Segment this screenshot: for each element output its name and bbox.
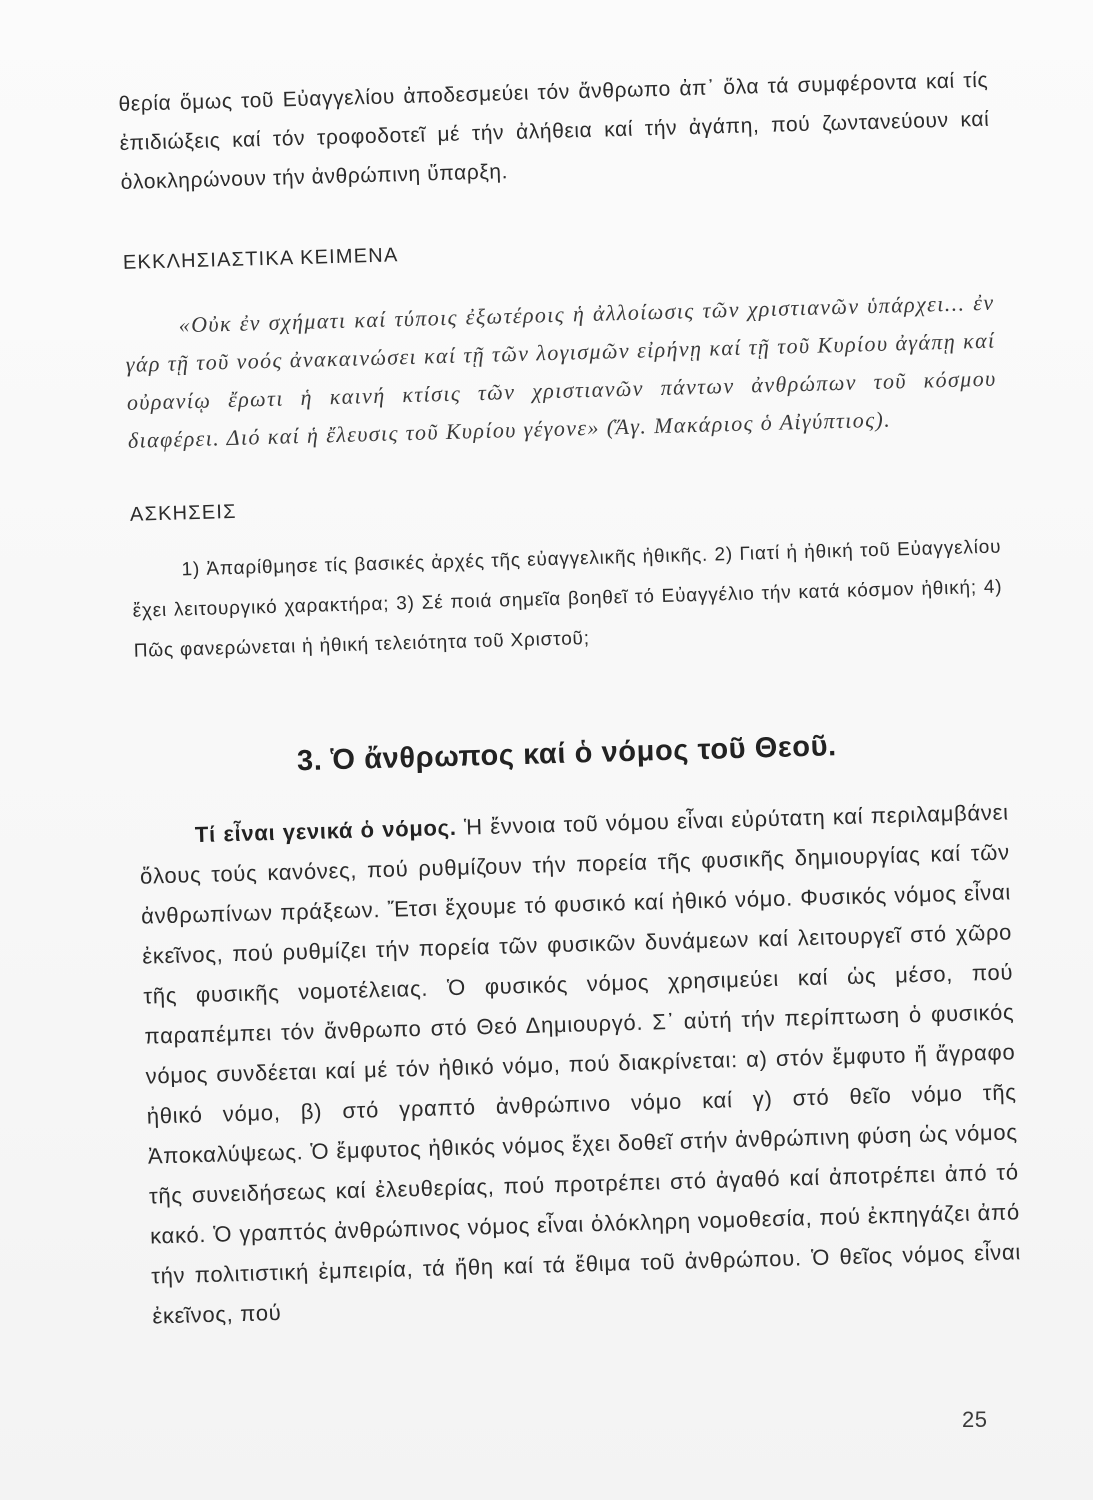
chapter-body-text: Ἡ ἔννοια τοῦ νόμου εἶναι εὐρύτατη καί περιλαμβάνει ὅλους τούς κανόνες, πού ρυθμίζουν τήν πορεία τῆς φυσικῆς δημιουργίας καί τῶν ἀνθρωπίνων πράξεων. Ἔτσι ἔχουμε τό φυσικό καί ἠθικό νόμο. Φυσικός νόμος εἶναι ἐκεῖνος, πού ρυθμίζει τήν πορεία τῶν φυσικῶν δυνάμεων καί λειτουργεῖ στό χῶρο τῆς φυσικῆς νομοτέλειας. Ὁ φυσικός νόμος χρησιμεύει καί ὡς μέσο, πού παραπέμπει τόν ἄνθρωπο στό Θεό Δημιουργό. Σ᾿ αὐτή τήν περίπτωση ὁ φυσικός νόμος συνδέεται καί μέ τόν ἠθικό νόμο, πού διακρίνεται: α) στόν ἔμφυτο ἤ ἄγραφο ἠθικό νόμο, β) στό γραπτό ἀνθρώπινο νόμο καί γ) στό θεῖο νόμο τῆς Ἀποκαλύψεως. Ὁ ἔμφυτος ἠθικός νόμος ἔχει δοθεῖ στήν ἀνθρώπινη φύση ὡς νόμος τῆς συνειδήσεως καί ἐλευθερίας, πού προτρέπει στό ἀγαθό καί ἀποτρέπει ἀπό τό κακό. Ὁ γραπτός ἀνθρώπινος νόμος εἶναι ὁλόκληρη νομοθεσία, πού ἐκπηγάζει ἀπό τήν πολιτιστική ἐμπειρία, τά ἤθη καί τά ἔθιμα τοῦ ἀνθρώπου. Ὁ θεῖος νόμος εἶναι ἐκεῖνος, πού xyxy=(139,799,1022,1329)
exercises-heading: ΑΣΚΗΣΕΙΣ xyxy=(129,500,237,526)
church-texts-quote: «Οὐκ ἐν σχήματι καί τύποις ἐξωτέροις ἡ ἀλλοίωσις τῶν χριστιανῶν ὑπάρχει... ἐν γάρ τῇ τοῦ νοός ἀνακαινώσει καί τῇ τῶν λογισμῶν εἰρήνῃ καί τῇ τοῦ Κυρίου ἀγάπῃ καί οὐρανίῳ ἔρωτι ἡ καινή κτίσις τῶν χριστιανῶν πάντων ἀνθρώπων τοῦ κόσμου διαφέρει. Διό καί ἡ ἔλευσις τοῦ Κυρίου γέγονε» (Ἅγ. Μακάριος ὁ Αἰγύπτιος). xyxy=(125,289,997,453)
intro-paragraph: θερία ὅμως τοῦ Εὐαγγελίου ἀποδεσμεύει τόν ἄνθρωπο ἀπ᾿ ὅλα τά συμφέροντα καί τίς ἐπιδιώξεις καί τόν τροφοδοτεῖ μέ τήν ἀλήθεια καί τήν ἀγάπη, πού ζωντανεύουν καί ὁλοκληρώνουν τήν ἀνθρώπινη ὕπαρξη. xyxy=(118,68,990,194)
page-number: 25 xyxy=(962,1407,988,1432)
chapter-lead-in: Τί εἶναι γενικά ὁ νόμος. xyxy=(194,814,457,848)
chapter-title: 3. Ὁ ἄνθρωπος καί ὁ νόμος τοῦ Θεοῦ. xyxy=(296,730,838,778)
page-content xyxy=(118,61,1023,1337)
exercises-text: 1) Ἀπαρίθμησε τίς βασικές ἀρχές τῆς εὐαγγελικῆς ἠθικῆς. 2) Γιατί ἡ ἠθική τοῦ Εὐαγγελίου ἔχει λειτουργικό χαρακτήρα; 3) Σέ ποιά σημεῖα βοηθεῖ τό Εὐαγγέλιο τήν κατά κόσμον ἠθική; 4) Πῶς φανερώνεται ἡ ἠθική τελειότητα τοῦ Χριστοῦ; xyxy=(132,536,1003,662)
church-texts-heading: ΕΚΚΛΗΣΙΑΣΤΙΚΑ ΚΕΙΜΕΝΑ xyxy=(122,244,399,274)
chapter-body-paragraph xyxy=(138,792,1022,1336)
